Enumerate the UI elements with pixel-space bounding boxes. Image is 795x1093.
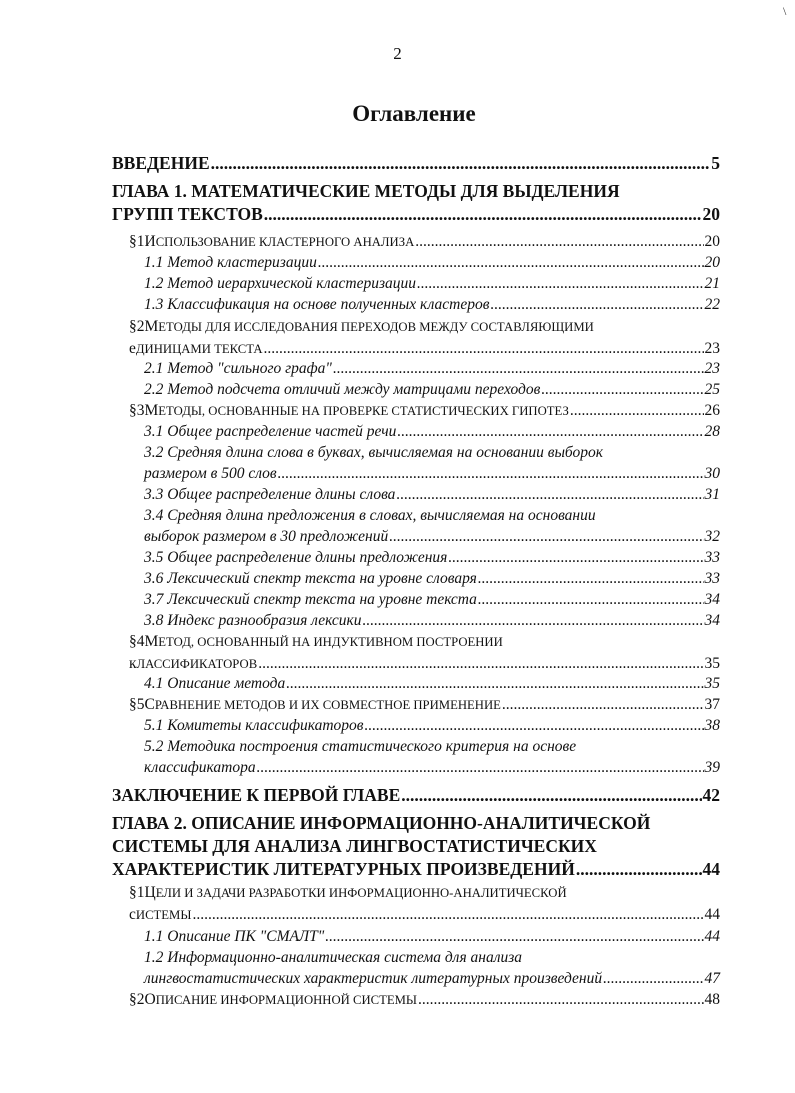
toc-entry-title: ХАРАКТЕРИСТИК ЛИТЕРАТУРНЫХ ПРОИЗВЕДЕНИЙ bbox=[112, 859, 575, 879]
toc-entry-title: лингвостатистических характеристик литературных произведений bbox=[144, 970, 603, 987]
dot-leader bbox=[401, 784, 701, 807]
dot-leader bbox=[397, 421, 703, 442]
toc-entry-page: 44 bbox=[704, 906, 720, 923]
corner-mark: \ bbox=[783, 4, 787, 18]
dot-leader bbox=[192, 904, 703, 925]
toc-entry-page: 44 bbox=[702, 859, 720, 879]
toc-entry-title: ЗАКЛЮЧЕНИЕ К ПЕРВОЙ ГЛАВЕ bbox=[112, 785, 401, 805]
toc-entry-title: §2МЕТОДЫ ДЛЯ ИССЛЕДОВАНИЯ ПЕРЕХОДОВ МЕЖДУ СОСТАВЛЯЮЩИМИ bbox=[129, 318, 594, 335]
dot-leader bbox=[278, 463, 704, 484]
toc-entry-title: 1.3 Классификация на основе полученных кластеров bbox=[144, 296, 490, 313]
toc-entry-page: 37 bbox=[704, 696, 720, 713]
toc-entry[interactable] bbox=[144, 736, 720, 778]
toc-entry-page: 30 bbox=[704, 465, 720, 482]
toc-entry[interactable] bbox=[144, 610, 720, 631]
page-number: 2 bbox=[393, 44, 402, 63]
toc-entry-page: 34 bbox=[704, 612, 720, 629]
toc-entry[interactable] bbox=[112, 152, 720, 175]
toc-entry-page: 33 bbox=[704, 549, 720, 566]
toc-entry[interactable] bbox=[144, 442, 720, 484]
toc-entry[interactable] bbox=[144, 547, 720, 568]
toc-entry-page: 34 bbox=[704, 591, 720, 608]
toc-entry-title: кЛАССИФИКАТОРОВ bbox=[129, 655, 258, 672]
toc-entry-page: 33 bbox=[704, 570, 720, 587]
toc-entry-title: 3.3 Общее распределение длины слова bbox=[144, 486, 396, 503]
toc-entry-title: ГЛАВА 2. ОПИСАНИЕ ИНФОРМАЦИОННО-АНАЛИТИЧЕСКОЙ bbox=[112, 813, 651, 833]
dot-leader bbox=[478, 568, 704, 589]
toc-entry-title: 4.1 Описание метода bbox=[144, 675, 286, 692]
dot-leader bbox=[570, 400, 704, 421]
toc-entry-title: 1.2 Информационно-аналитическая система для анализа bbox=[144, 949, 523, 966]
dot-leader bbox=[333, 358, 704, 379]
toc-entry[interactable] bbox=[129, 316, 720, 360]
dot-leader bbox=[264, 203, 702, 226]
toc-entry-title: 5.1 Комитеты классификаторов bbox=[144, 717, 364, 734]
toc-entry[interactable] bbox=[129, 400, 720, 422]
toc-entry-title: §2ОПИСАНИЕ ИНФОРМАЦИОННОЙ СИСТЕМЫ bbox=[129, 991, 417, 1008]
toc-entry[interactable] bbox=[112, 812, 720, 881]
toc-entry-title: 2.1 Метод "сильного графа" bbox=[144, 360, 332, 377]
dot-leader bbox=[264, 338, 704, 359]
toc-entry-page: 28 bbox=[704, 423, 720, 440]
toc-entry-page: 25 bbox=[704, 381, 720, 398]
toc-entry-title: §1ЦЕЛИ И ЗАДАЧИ РАЗРАБОТКИ ИНФОРМАЦИОННО-АНАЛИТИЧЕСКОЙ bbox=[129, 884, 567, 901]
toc-entry-title: 2.2 Метод подсчета отличий между матрицами переходов bbox=[144, 381, 541, 398]
toc-entry[interactable] bbox=[112, 180, 720, 226]
toc-entry-title: еДИНИЦАМИ ТЕКСТА bbox=[129, 340, 263, 357]
toc-entry-page: 21 bbox=[704, 275, 720, 292]
toc-entry-page: 32 bbox=[704, 528, 720, 545]
toc-entry-title: 3.6 Лексический спектр текста на уровне словаря bbox=[144, 570, 477, 587]
toc-entry[interactable] bbox=[129, 989, 720, 1011]
dot-leader bbox=[490, 294, 703, 315]
toc-entry-title: выборок размером в 30 предложений bbox=[144, 528, 389, 545]
toc-entry-page: 22 bbox=[704, 296, 720, 313]
toc-entry-title: 3.8 Индекс разнообразия лексики bbox=[144, 612, 362, 629]
toc-entry-title: классификатора bbox=[144, 759, 256, 776]
toc-entry-title: сИСТЕМЫ bbox=[129, 906, 192, 923]
toc-entry-page: 26 bbox=[704, 402, 720, 419]
toc-entry-page: 48 bbox=[704, 991, 720, 1008]
toc-entry-title: §5СРАВНЕНИЕ МЕТОДОВ И ИХ СОВМЕСТНОЕ ПРИМЕНЕНИЕ bbox=[129, 696, 501, 713]
toc-entry[interactable] bbox=[129, 694, 720, 716]
toc-entry-title: §1ИСПОЛЬЗОВАНИЕ КЛАСТЕРНОГО АНАЛИЗА bbox=[129, 233, 415, 250]
toc-entry[interactable] bbox=[144, 484, 720, 505]
dot-leader bbox=[286, 673, 703, 694]
toc-entry-title: 1.1 Метод кластеризации bbox=[144, 254, 317, 271]
toc-entry-title: 1.1 Описание ПК "СМАЛТ" bbox=[144, 928, 325, 945]
toc-entry-title: 3.2 Средняя длина слова в буквах, вычисляемая на основании выборок bbox=[144, 444, 604, 461]
dot-leader bbox=[541, 379, 703, 400]
toc-entry-title: 5.2 Методика построения статистического критерия на основе bbox=[144, 738, 577, 755]
toc-entry[interactable] bbox=[144, 568, 720, 589]
toc-entry[interactable] bbox=[144, 589, 720, 610]
dot-leader bbox=[417, 273, 703, 294]
dot-leader bbox=[396, 484, 703, 505]
toc-entry-page: 23 bbox=[704, 360, 720, 377]
dot-leader bbox=[502, 694, 704, 715]
toc-entry-page: 20 bbox=[702, 204, 720, 224]
dot-leader bbox=[211, 152, 711, 175]
dot-leader bbox=[362, 610, 703, 631]
dot-leader bbox=[576, 858, 702, 881]
dot-leader bbox=[258, 653, 703, 674]
toc-entry[interactable] bbox=[144, 715, 720, 736]
dot-leader bbox=[478, 589, 704, 610]
toc-entry-title: §3МЕТОДЫ, ОСНОВАННЫЕ НА ПРОВЕРКЕ СТАТИСТИЧЕСКИХ ГИПОТЕЗ bbox=[129, 402, 569, 419]
dot-leader bbox=[448, 547, 703, 568]
toc-title: Оглавление bbox=[352, 101, 476, 126]
toc-entry[interactable] bbox=[144, 379, 720, 400]
toc-entry[interactable] bbox=[144, 505, 720, 547]
dot-leader bbox=[318, 252, 704, 273]
toc-entry-title: размером в 500 слов bbox=[144, 465, 277, 482]
toc-entry-page: 47 bbox=[704, 970, 720, 987]
toc-entry[interactable] bbox=[129, 631, 720, 675]
dot-leader bbox=[389, 526, 703, 547]
toc-entry-title: 3.7 Лексический спектр текста на уровне текста bbox=[144, 591, 477, 608]
dot-leader bbox=[257, 757, 704, 778]
toc-entry[interactable] bbox=[144, 947, 720, 989]
toc-entry-title: §4МЕТОД, ОСНОВАННЫЙ НА ИНДУКТИВНОМ ПОСТРОЕНИИ bbox=[129, 633, 503, 650]
toc-entry-page: 35 bbox=[704, 675, 720, 692]
toc-entry-title: ГРУПП ТЕКСТОВ bbox=[112, 204, 263, 224]
toc-entry-page: 20 bbox=[704, 254, 720, 271]
dot-leader bbox=[415, 231, 703, 252]
toc-entry[interactable] bbox=[144, 421, 720, 442]
toc-entry[interactable] bbox=[144, 926, 720, 947]
toc-entry-title: 3.4 Средняя длина предложения в словах, вычисляемая на основании bbox=[144, 507, 596, 524]
toc-entry-page: 23 bbox=[704, 340, 720, 357]
toc-entry-title: ГЛАВА 1. МАТЕМАТИЧЕСКИЕ МЕТОДЫ ДЛЯ ВЫДЕЛЕНИЯ bbox=[112, 181, 620, 201]
dot-leader bbox=[325, 926, 703, 947]
toc-entry-page: 42 bbox=[702, 785, 720, 805]
toc-entry-page: 35 bbox=[704, 655, 720, 672]
toc-entry[interactable] bbox=[129, 231, 720, 253]
toc-entry-title: 1.2 Метод иерархической кластеризации bbox=[144, 275, 417, 292]
dot-leader bbox=[603, 968, 703, 989]
toc-entry-title: 3.1 Общее распределение частей речи bbox=[144, 423, 397, 440]
dot-leader bbox=[418, 989, 704, 1010]
toc-entry-page: 20 bbox=[704, 233, 720, 250]
toc-entry-page: 38 bbox=[704, 717, 720, 734]
toc-entry-title: ВВЕДЕНИЕ bbox=[112, 153, 210, 173]
toc-entry[interactable] bbox=[144, 273, 720, 294]
dot-leader bbox=[365, 715, 704, 736]
toc-entry-page: 44 bbox=[704, 928, 720, 945]
toc-entry-page: 39 bbox=[704, 759, 720, 776]
toc-entry-page: 31 bbox=[704, 486, 720, 503]
toc-entry[interactable] bbox=[129, 882, 720, 926]
toc-entry[interactable] bbox=[112, 784, 720, 807]
toc-entry[interactable] bbox=[144, 358, 720, 379]
toc-entry[interactable] bbox=[144, 252, 720, 273]
toc-entry-title: 3.5 Общее распределение длины предложения bbox=[144, 549, 448, 566]
toc-entry-page: 5 bbox=[711, 153, 720, 173]
toc-entry-title: СИСТЕМЫ ДЛЯ АНАЛИЗА ЛИНГВОСТАТИСТИЧЕСКИХ bbox=[112, 836, 597, 856]
toc-entry[interactable] bbox=[144, 673, 720, 694]
toc-entry[interactable] bbox=[144, 294, 720, 315]
